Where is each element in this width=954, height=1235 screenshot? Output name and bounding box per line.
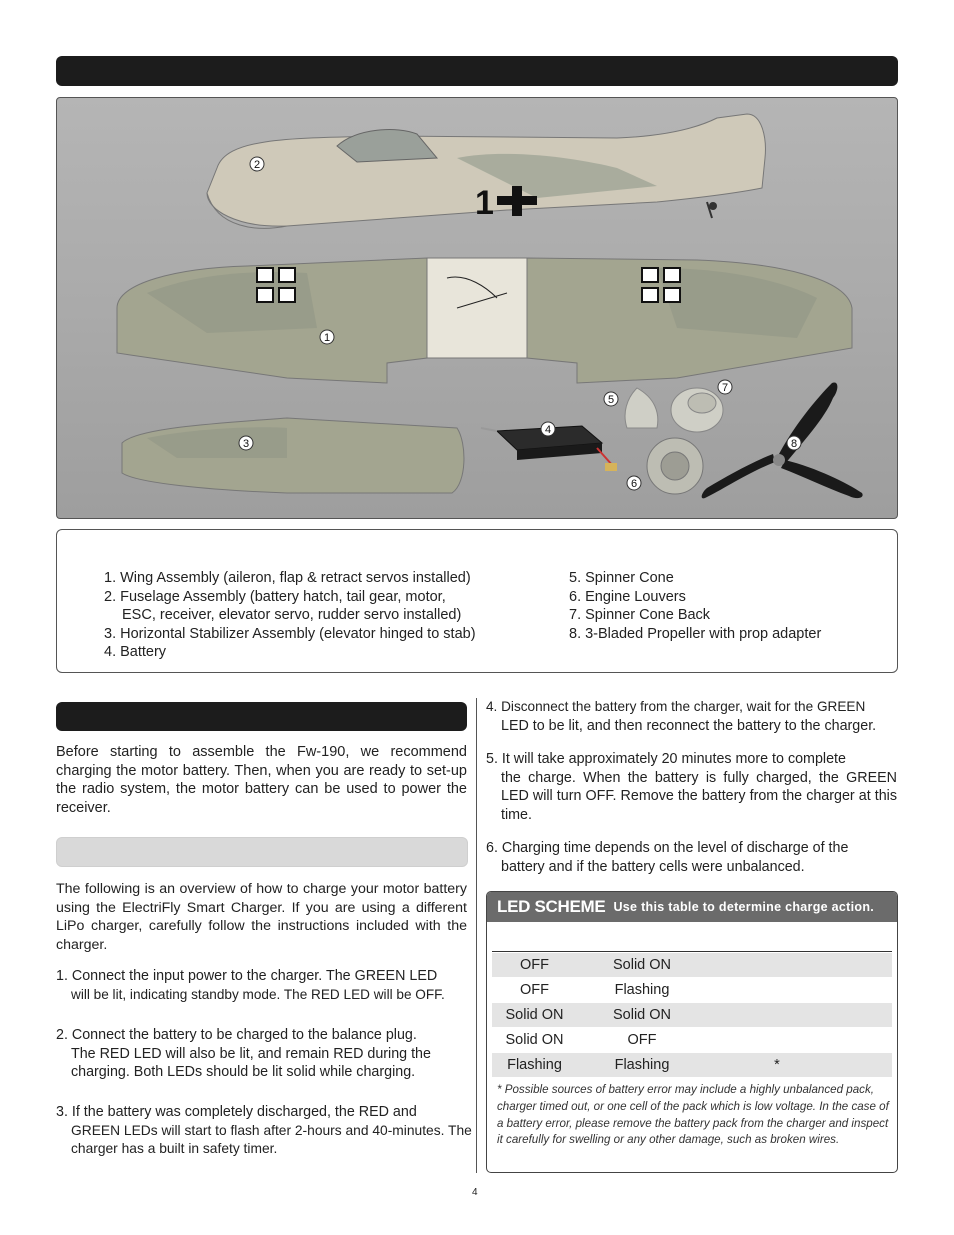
led-red-status: Solid ON [505,1007,564,1023]
led-row [492,1053,892,1077]
stabilizer-illustration [122,418,464,493]
step-6-continuation: battery and if the battery cells were unbalanced. [501,858,805,875]
led-table-header-rule [492,951,892,952]
parts-item: 6. Engine Louvers [569,588,686,605]
callout-1 [320,330,334,344]
parts-item: ESC, receiver, elevator servo, rudder servo installed) [122,607,462,624]
parts-item: 2. Fuselage Assembly (battery hatch, tail gear, motor, [104,588,446,605]
callout-5 [604,392,618,406]
charger-subsection-bar [56,837,468,867]
callout-3 [239,436,253,450]
kit-parts-illustration [57,98,897,518]
column-divider [476,698,477,1173]
step-6 [486,839,897,876]
step-3-first-line: 3. If the battery was completely discharged, the RED and [56,1104,417,1120]
fuselage-illustration [207,114,765,228]
step-6-first-line: 6. Charging time depends on the level of discharge of the [486,840,849,856]
step-1-continuation: will be lit, indicating standby mode. The RED LED will be OFF. [71,986,445,1002]
step-2-first-line: 2. Connect the battery to be charged to the balance plug. [56,1027,417,1043]
led-scheme-table [486,891,898,1173]
led-green-status: Flashing [614,1057,670,1073]
svg-text:7: 7 [721,382,729,394]
parts-item: 7. Spinner Cone Back [569,607,711,624]
svg-text:1: 1 [323,332,331,344]
step-4-continuation: LED to be lit, and then reconnect the battery to the charger. [501,717,877,734]
led-green-status: Solid ON [612,1007,672,1023]
step-1-first-line: 1. Connect the input power to the charger. The GREEN LED [56,968,438,984]
step-5-first-line: 5. It will take approximately 20 minutes more to complete [486,751,846,767]
led-row [492,953,892,977]
intro-paragraph: Before starting to assemble the Fw-190, we recommend charging the motor battery. Then, when you are ready to set-up the radio system, the motor battery can be used to power the receiver. [56,744,467,816]
step-1 [56,967,476,1004]
step-4-first-line: 4. Disconnect the battery from the charger, wait for the GREEN [486,699,866,714]
charging-section-header-bar [56,702,467,731]
parts-list-left [104,569,564,662]
propeller-illustration [702,382,863,498]
parts-list-right [569,569,889,643]
step-2-continuation: The RED LED will also be lit, and remain RED during the charging. Both LEDs should be lit solid while charging. [71,1045,431,1080]
led-green-status: Solid ON [612,957,672,973]
svg-text:2: 2 [253,159,261,171]
step-4 [486,698,902,735]
led-red-status: Flashing [507,1057,562,1073]
parts-item: 4. Battery [104,644,167,661]
svg-text:8: 8 [790,438,798,450]
step-5-continuation: the charge. When the battery is fully charged, the GREEN LED will turn OFF. Remove the battery from the charger at this time. [501,769,897,823]
led-red-status: OFF [520,957,549,973]
led-row [492,1003,892,1027]
spinner-cone-illustration [625,388,658,428]
callout-4 [541,422,555,436]
callout-6 [627,476,641,490]
parts-list-box [56,529,898,673]
led-scheme-title: LED SCHEME [497,897,606,916]
parts-item: 5. Spinner Cone [569,570,674,586]
led-scheme-subtitle: Use this table to determine charge action. [613,900,875,914]
step-5 [486,750,897,824]
callout-8 [787,436,801,450]
led-green-status: OFF [627,1032,657,1048]
led-row-note-mark: * [774,1057,780,1073]
kit-contents-photo [56,97,898,519]
svg-text:6: 6 [630,478,638,490]
step-2 [56,1026,470,1082]
svg-text:3: 3 [242,438,250,450]
parts-item: 1. Wing Assembly (aileron, flap & retract servos installed) [104,570,471,586]
step-3-continuation: GREEN LEDs will start to flash after 2-hours and 40-minutes. The charger has a built in safety timer. [71,1122,472,1156]
step-3 [56,1103,474,1159]
led-row [492,978,892,1002]
parts-item: 8. 3-Bladed Propeller with prop adapter [569,625,822,642]
callout-7 [718,380,732,394]
led-red-status: OFF [520,982,549,998]
engine-louvers-illustration [647,438,703,494]
parts-item: 3. Horizontal Stabilizer Assembly (elevator hinged to stab) [104,625,476,642]
section-header-bar [56,56,898,86]
overview-paragraph: The following is an overview of how to charge your motor battery using the ElectriFly Smart Charger. If you are using a different LiPo charger, carefully follow the instructions included with the charger. [56,881,467,953]
led-red-status: Solid ON [505,1032,564,1048]
led-row [492,1028,892,1052]
spinner-back-illustration [671,388,723,432]
led-scheme-header [487,892,897,922]
wing-illustration [117,258,852,383]
callout-2 [250,157,264,171]
led-battery-error-note: * Possible sources of battery error may include a highly unbalanced pack, charger timed out, or one cell of the pack which is low voltage. In the case of a battery error, please remove the battery pack from the charger and inspect it carefully for swelling or any other damage, such as broken wires. [497,1083,889,1147]
page-number: 4 [472,1187,478,1198]
fuselage-marking: 1 [475,184,494,222]
led-green-status: Flashing [614,982,670,998]
svg-text:5: 5 [607,394,615,406]
svg-text:4: 4 [544,424,552,436]
